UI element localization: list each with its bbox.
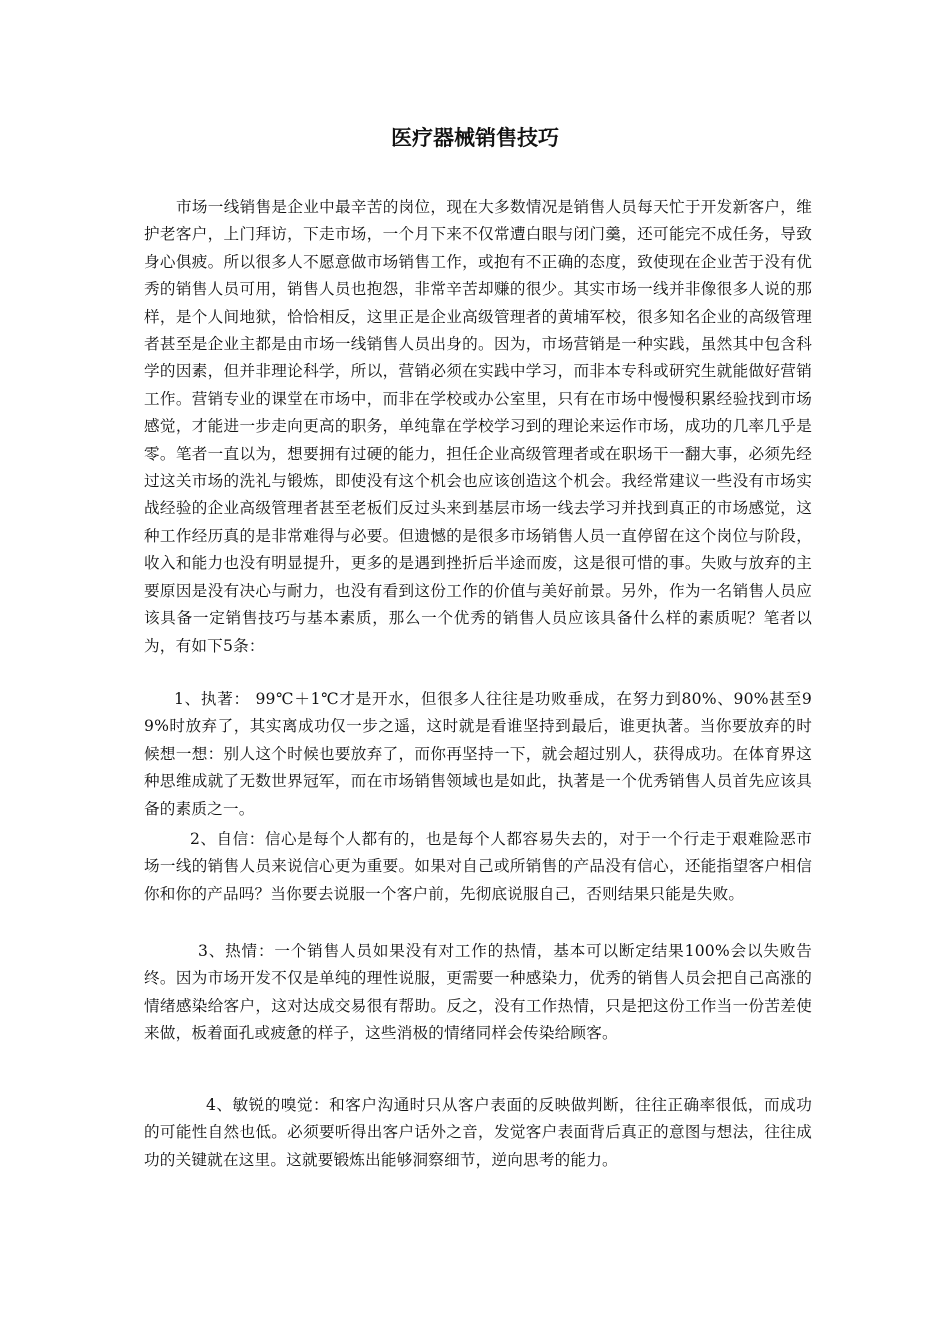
point-4-paragraph: 4、敏锐的嗅觉：和客户沟通时只从客户表面的反映做判断，往往正确率很低，而成功的可能性自然也低。必须要听得出客户话外之音，发觉客户表面背后真正的意图与想法，往往成功的关键就在这里。这就要锻炼出能够洞察细节，逆向思考的能力。 — [144, 1096, 812, 1169]
point-3-paragraph: 3、热情：一个销售人员如果没有对工作的热情，基本可以断定结果100%会以失败告终。因为市场开发不仅是单纯的理性说服，更需要一种感染力，优秀的销售人员会把自己高涨的情绪感染给客户，这对达成交易很有帮助。反之，没有工作热情，只是把这份工作当一份苦差使来做，板着面孔或疲惫的样子，这些消极的情绪同样会传染给顾客。 — [144, 942, 812, 1043]
intro-paragraph: 市场一线销售是企业中最辛苦的岗位，现在大多数情况是销售人员每天忙于开发新客户，维护老客户，上门拜访，下走市场，一个月下来不仅常遭白眼与闭门羹，还可能完不成任务，导致身心俱疲。所以很多人不愿意做市场销售工作，或抱有不正确的态度，致使现在企业苦于没有优秀的销售人员可用，销售人员也抱怨，非常辛苦却赚的很少。其实市场一线并非像很多人说的那样，是个人间地狱，恰恰相反，这里正是企业高级管理者的黄埔军校，很多知名企业的高级管理者甚至是企业主都是由市场一线销售人员出身的。因为，市场营销是一种实践，虽然其中包含科学的因素，但并非理论科学，所以，营销必须在实践中学习，而非本专科或研究生就能做好营销工作。营销专业的课堂在市场中，而非在学校或办公室里，只有在市场中慢慢积累经验找到市场感觉，才能进一步走向更高的职务，单纯靠在学校学习到的理论来运作市场，成功的几率几乎是零。笔者一直以为，想要拥有过硬的能力，担任企业高级管理者或在职场干一翻大事，必须先经过这关市场的洗礼与锻炼，即使没有这个机会也应该创造这个机会。我经常建议一些没有市场实战经验的企业高级管理者甚至老板们反过头来到基层市场一线去学习并找到真正的市场感觉，这种工作经历真的是非常难得与必要。但遗憾的是很多市场销售人员一直停留在这个岗位与阶段，收入和能力也没有明显提升，更多的是遇到挫折后半途而废，这是很可惜的事。失败与放弃的主要原因是没有决心与耐力，也没有看到这份工作的价值与美好前景。另外，作为一名销售人员应该具备一定销售技巧与基本素质，那么一个优秀的销售人员应该具备什么样的素质呢？笔者以为，有如下5条： — [144, 198, 812, 655]
point-2-paragraph: 2、自信：信心是每个人都有的，也是每个人都容易失去的，对于一个行走于艰难险恶市场一线的销售人员来说信心更为重要。如果对自己或所销售的产品没有信心，还能指望客户相信你和你的产品吗？当你要去说服一个客户前，先彻底说服自己，否则结果只能是失败。 — [144, 830, 812, 903]
point-1-paragraph: 1、执著： 99℃＋1℃才是开水，但很多人往往是功败垂成，在努力到80%、90%甚至99%时放弃了，其实离成功仅一步之遥，这时就是看谁坚持到最后，谁更执著。当你要放弃的时候想一想：别人这个时候也要放弃了，而你再坚持一下，就会超过别人，获得成功。在体育界这种思维成就了无数世界冠军，而在市场销售领域也是如此，执著是一个优秀销售人员首先应该具备的素质之一。 — [144, 690, 812, 818]
document-title: 医疗器械销售技巧 — [391, 126, 559, 150]
